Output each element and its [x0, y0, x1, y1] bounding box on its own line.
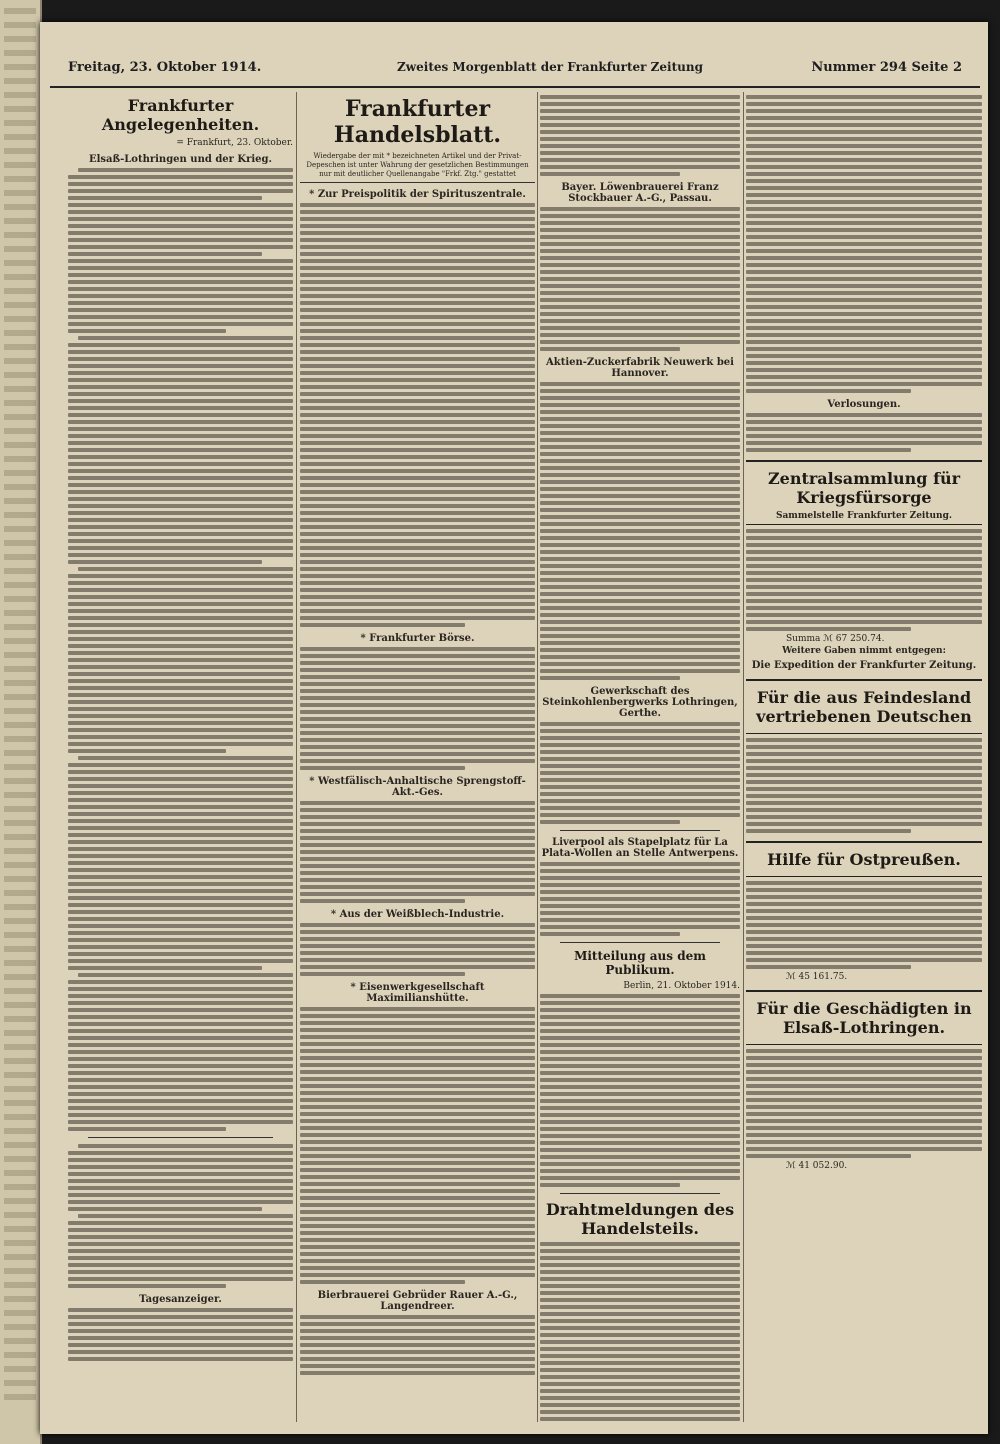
column-commerce	[300, 92, 535, 1422]
article-heading: * Eisenwerkgesellschaft Maximilianshütte.	[350, 982, 485, 1004]
section-title-local: Frankfurter Angelegenheiten.	[101, 96, 260, 134]
sum-value: ℳ 67 250.74.	[823, 634, 885, 644]
article-heading: * Frankfurter Börse.	[360, 633, 475, 644]
article-heading: * Aus der Weißblech-Industrie.	[330, 909, 505, 920]
charity-box-vertriebene	[746, 679, 982, 734]
article-heading: * Westfälisch-Anhaltische Sprengstoff-Akt.-Ges.	[309, 776, 526, 798]
charity-total	[786, 634, 982, 644]
charity-box-elsass	[746, 990, 982, 1045]
article-body	[540, 722, 740, 824]
column-market-and-charity	[746, 92, 982, 1422]
newspaper-page	[40, 22, 988, 1434]
article-body	[300, 647, 535, 770]
article-body	[540, 862, 740, 936]
tagesanzeiger-heading: Tagesanzeiger.	[139, 1294, 222, 1305]
expedition-line: Die Expedition der Frankfurter Zeitung.	[751, 660, 977, 671]
article-heading: Liverpool als Stapelplatz für La Plata-Wollen an Stelle Antwerpens.	[541, 837, 739, 859]
charity-title: Für die Geschädigten in Elsaß-Lothringen.	[756, 999, 972, 1037]
charity-box-kriegsfuersorge	[746, 460, 982, 525]
article-heading: Gewerkschaft des Steinkohlenbergwerks Lothringen, Gerthe.	[542, 686, 738, 719]
weitere-gaben: Weitere Gaben nimmt entgegen:	[782, 646, 946, 656]
section-title-public: Mitteilung aus dem Publikum.	[574, 949, 706, 977]
verlosungen-body	[746, 413, 982, 452]
section-title-telegrams: Drahtmeldungen des Handelsteils.	[545, 1200, 735, 1238]
article-body	[300, 1007, 535, 1284]
masthead-edition: Zweites Morgenblatt der Frankfurter Zeitung	[397, 60, 703, 74]
dateline: Berlin, 21. Oktober 1914.	[623, 981, 740, 991]
donor-list	[746, 738, 982, 833]
charity-title: Zentralsammlung für Kriegsfürsorge	[767, 469, 961, 507]
donor-list	[746, 529, 982, 631]
charity-box-ostpreussen	[746, 841, 982, 877]
article-heading: * Zur Preispolitik der Spirituszentrale.	[309, 189, 526, 200]
charity-title: Hilfe für Ostpreußen.	[767, 850, 961, 869]
verlosungen-heading: Verlosungen.	[827, 399, 901, 410]
charity-total: ℳ 45 161.75.	[786, 972, 848, 982]
charity-subtitle: Sammelstelle Frankfurter Zeitung.	[775, 511, 953, 521]
article-heading: Aktien-Zuckerfabrik Neuwerk bei Hannover.	[546, 357, 734, 379]
article-heading: Elsaß-Lothringen und der Krieg.	[88, 154, 273, 165]
charity-total: ℳ 41 052.90.	[786, 1161, 848, 1171]
article-body	[540, 207, 740, 351]
market-reports	[746, 95, 982, 393]
article-body	[540, 994, 740, 1187]
section-title-commerce: Frankfurter Handelsblatt.	[333, 96, 502, 148]
masthead	[50, 52, 980, 88]
article-body	[300, 801, 535, 903]
charity-title: Für die aus Feindesland vertriebenen Deutschen	[756, 688, 972, 726]
article-body	[540, 382, 740, 680]
article-heading: Bayer. Löwenbrauerei Franz Stockbauer A.-G., Passau.	[561, 182, 719, 204]
article-body	[300, 923, 535, 976]
article-heading: Bierbrauerei Gebrüder Rauer A.-G., Langendreer.	[317, 1290, 518, 1312]
column-rule	[296, 92, 297, 1422]
column-rule	[537, 92, 538, 1422]
article-body	[540, 95, 740, 176]
tagesanzeiger-body	[68, 1308, 293, 1361]
donor-list	[746, 1049, 982, 1158]
donor-list	[746, 881, 982, 969]
reprint-notice: Wiedergabe der mit * bezeichneten Artikel und der Privat-Depeschen ist unter Wahrung der gesetzlichen Bestimmungen nur mit deutlicher Quellenangabe "Frkf. Ztg." gestattet	[300, 152, 535, 183]
column-rule	[743, 92, 744, 1422]
article-body	[68, 168, 293, 1288]
column-local-news	[68, 92, 293, 1422]
column-commerce-continued	[540, 92, 740, 1422]
article-body	[540, 1242, 740, 1422]
sum-label: Summa	[786, 634, 821, 644]
dateline: = Frankfurt, 23. Oktober.	[176, 138, 293, 148]
masthead-date: Freitag, 23. Oktober 1914.	[68, 60, 262, 75]
masthead-page-number: Nummer 294 Seite 2	[811, 60, 962, 75]
adjacent-page-edge	[0, 0, 42, 1444]
article-body	[300, 203, 535, 627]
article-body	[300, 1315, 535, 1375]
